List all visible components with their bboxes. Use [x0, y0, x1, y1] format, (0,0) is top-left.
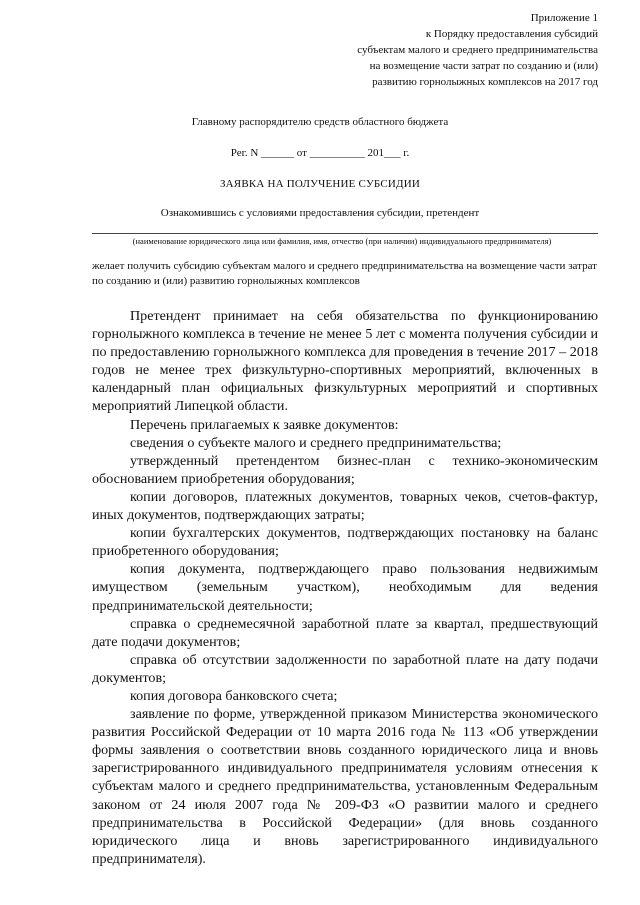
- intro-line: Ознакомившись с условиями предоставления субсидии, претендент: [160, 207, 480, 219]
- document-title: ЗАЯВКА НА ПОЛУЧЕНИЕ СУБСИДИИ: [219, 178, 421, 190]
- subsidy-request-text: желает получить субсидию субъектам малого и среднего предпринимательства на возмещение части затрат по созданию и (или) развитию горнолыжных комплексов: [92, 260, 597, 287]
- applicant-caption: (наименование юридического лица или фамилия, имя, отчество (при наличии) индивидуального предпринимателя): [132, 236, 552, 246]
- appendix-line: развитию горнолыжных комплексов на 2017 год: [372, 76, 598, 88]
- document-list-item: заявление по форме, утвержденной приказом Министерства экономического развития Российской Федерации от 10 марта 2016 года № 113 «Об утверждении формы заявления о соответствии вновь созданного юридического лица и вновь зарегистрированного индивидуального предпринимателя условиям отнесения к субъектам малого и среднего предпринимательства, установленным Федеральным законом от 24 июля 2007 года № 209-ФЗ «О развитии малого и среднего предпринимательства в Российской Федерации» (для вновь созданного юридического лица и вновь зарегистрированного индивидуального предпринимателя).: [92, 706, 598, 867]
- document-list-item: утвержденный претендентом бизнес-план с технико-экономическим обоснованием приобретения оборудования;: [92, 452, 598, 487]
- appendix-line: к Порядку предоставления субсидий: [425, 28, 598, 40]
- document-list-item: справка о среднемесячной заработной плате за квартал, предшествующий дате подачи документов;: [92, 615, 598, 650]
- document-list-item: копии договоров, платежных документов, товарных чеков, счетов-фактур, иных документов, подтверждающих затраты;: [92, 488, 598, 524]
- document-list-item: копия документа, подтверждающего право пользования недвижимым имуществом (земельным участком), необходимым для ведения предпринимательской деятельности;: [92, 561, 598, 614]
- document-list-item: копия договора банковского счета;: [130, 687, 338, 704]
- document-list-item: сведения о субъекте малого и среднего предпринимательства;: [130, 434, 502, 451]
- document-list-item: копии бухгалтерских документов, подтверждающих постановку на баланс приобретенного оборудования;: [92, 525, 598, 560]
- addressee: Главному распорядителю средств областного бюджета: [191, 116, 449, 128]
- document-list-item: справка об отсутствии задолженности по заработной плате на дату подачи документов;: [92, 651, 598, 686]
- registration-line: Рег. N ______ от __________ 201___ г.: [230, 147, 410, 159]
- appendix-reference: [238, 10, 598, 90]
- appendix-line: на возмещение части затрат по созданию и (или): [369, 60, 598, 72]
- appendix-line: субъектам малого и среднего предпринимательства: [357, 44, 598, 56]
- documents-list-heading: Перечень прилагаемых к заявке документов:: [130, 416, 399, 433]
- appendix-line: Приложение 1: [530, 12, 598, 24]
- obligation-paragraph: Претендент принимает на себя обязательства по функционированию горнолыжного комплекса в течение не менее 5 лет с момента получения субсидии и по предоставлению горнолыжного комплекса для проведения в течение 2017 – 2018 годов не менее трех физкультурно-спортивных мероприятий, включенных в календарный план официальных физкультурных мероприятий и спортивных мероприятий Липецкой области.: [92, 308, 598, 415]
- document-body: [92, 307, 598, 868]
- applicant-fill-line: [92, 233, 598, 234]
